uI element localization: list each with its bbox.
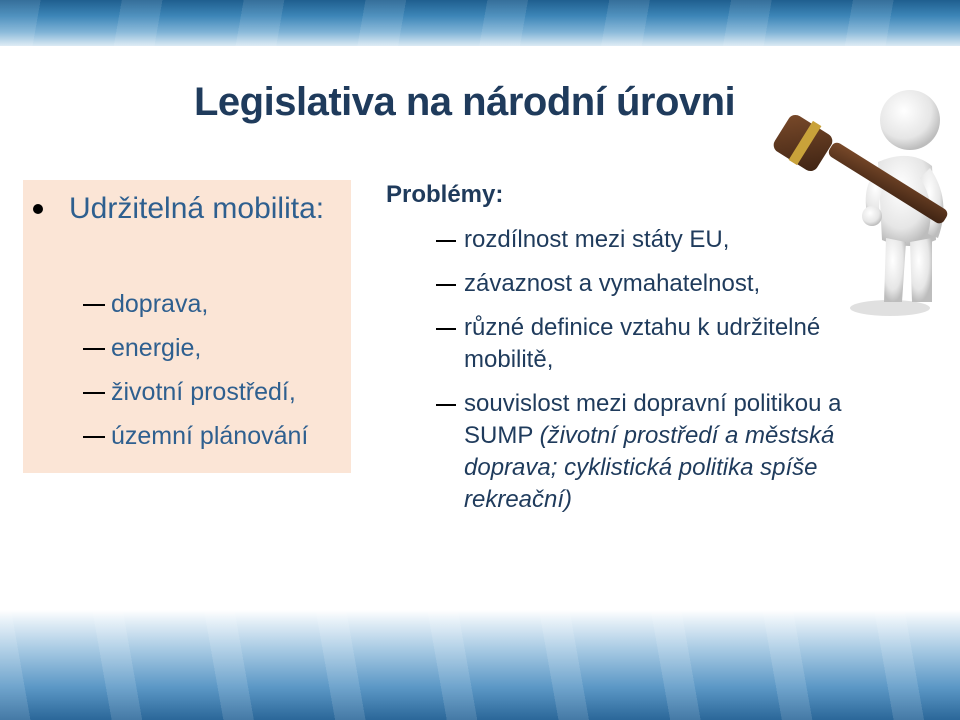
list-item [436, 312, 856, 376]
mobility-sub-list [83, 288, 308, 464]
problem-italic-note: (životní prostředí a městská doprava; cyklistická politika spíše rekreační) [464, 422, 835, 513]
slide-title: Legislativa na národní úrovni [194, 80, 736, 124]
top-decorative-band [0, 0, 960, 46]
problem-text: závaznost a vymahatelnost, [464, 270, 761, 297]
problems-heading: Problémy: [386, 181, 504, 208]
bullet-dot-icon [33, 204, 43, 214]
bottom-decorative-band [0, 610, 960, 720]
list-item: energie, [83, 332, 308, 376]
main-bullet-text: Udržitelná mobilita: [69, 192, 325, 225]
list-item: doprava, [83, 288, 308, 332]
gavel-figure-icon [760, 70, 960, 320]
list-item: životní prostředí, [83, 376, 308, 420]
main-bullet [33, 192, 343, 226]
problem-text: různé definice vztahu k udržitelné mobilitě, [464, 314, 821, 373]
list-item: územní plánování [83, 420, 308, 464]
problem-text: rozdílnost mezi státy EU, [464, 226, 730, 253]
problem-text: souvislost mezi dopravní politikou a SUMP [464, 390, 842, 449]
list-item [436, 388, 856, 516]
sustainable-mobility-box [23, 180, 351, 473]
